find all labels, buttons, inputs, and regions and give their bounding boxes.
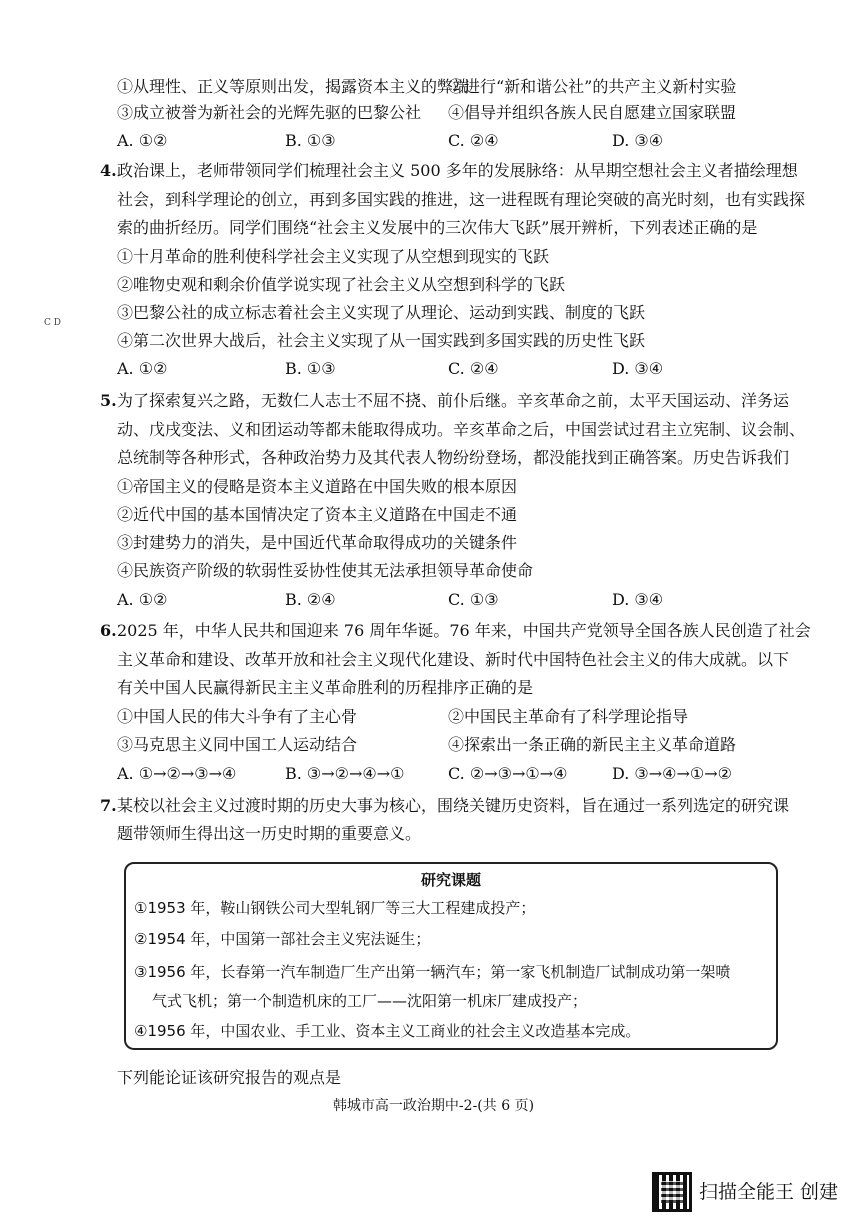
research-topic-1: ①1953 年，鞍山钢铁公司大型轧钢厂等三大工程建成投产；: [134, 899, 536, 917]
q3-option-b: B. ①③: [285, 131, 336, 150]
q6-stem-line-1: 2025 年，中华人民共和国迎来 76 周年华诞。76 年来，中国共产党领导全国各族人民创造了社会: [117, 621, 811, 640]
q4-stem-line-1: 政治课上，老师带领同学们梳理社会主义 500 多年的发展脉络：从早期空想社会主义者描绘理想: [117, 161, 798, 180]
q3-statement-3: ③成立被誉为新社会的光辉先驱的巴黎公社: [117, 103, 422, 122]
q4-statement-1: ①十月革命的胜利使科学社会主义实现了从空想到现实的飞跃: [117, 247, 550, 266]
q5-number: 5.: [100, 391, 117, 410]
q3-option-c: C. ②④: [448, 131, 499, 150]
page-footer: 韩城市高一政治期中-2-(共 6 页): [332, 1098, 535, 1114]
scanner-watermark: 扫描全能王 创建: [699, 1181, 839, 1203]
q5-statement-2: ②近代中国的基本国情决定了资本主义道路在中国走不通: [117, 505, 518, 524]
q7-stem-line-1: 某校以社会主义过渡时期的历史大事为核心，围绕关键历史资料，旨在通过一系列选定的研究课: [117, 796, 790, 815]
q5-option-a: A. ①②: [117, 590, 168, 609]
q5-statement-3: ③封建势力的消失，是中国近代革命取得成功的关键条件: [117, 533, 518, 552]
q7-question: 下列能论证该研究报告的观点是: [117, 1068, 342, 1087]
q3-option-a: A. ①②: [117, 131, 168, 150]
research-topic-3-cont: 气式飞机；第一个制造机床的工厂——沈阳第一机床厂建成投产；: [152, 992, 588, 1010]
q4-option-c: C. ②④: [448, 359, 499, 378]
q6-option-c: C. ②→③→①→④: [448, 764, 568, 783]
q5-stem-line-1: 为了探索复兴之路，无数仁人志士不屈不挠、前仆后继。辛亥革命之前，太平天国运动、洋务运: [117, 391, 790, 410]
q6-option-a: A. ①→②→③→④: [117, 764, 237, 783]
q6-statement-4: ④探索出一条正确的新民主主义革命道路: [448, 735, 737, 754]
q6-option-d: D. ③→④→①→②: [612, 764, 733, 783]
q6-stem-line-2: 主义革命和建设、改革开放和社会主义现代化建设、新时代中国特色社会主义的伟大成就。以下: [117, 650, 790, 669]
q4-stem-line-3: 索的曲折经历。同学们围绕“社会主义发展中的三次伟大飞跃”展开辨析，下列表述正确的是: [117, 218, 758, 237]
q4-option-d: D. ③④: [612, 359, 664, 378]
q7-stem-line-2: 题带领师生得出这一历史时期的重要意义。: [117, 824, 422, 843]
q6-statement-1: ①中国人民的伟大斗争有了主心骨: [117, 707, 358, 726]
q4-option-b: B. ①③: [285, 359, 336, 378]
q3-statement-4: ④倡导并组织各族人民自愿建立国家联盟: [448, 103, 737, 122]
q4-option-a: A. ①②: [117, 359, 168, 378]
q6-stem-line-3: 有关中国人民赢得新民主主义革命胜利的历程排序正确的是: [117, 678, 534, 697]
q5-statement-4: ④民族资产阶级的软弱性妥协性使其无法承担领导革命使命: [117, 561, 534, 580]
research-topic-4: ④1956 年，中国农业、手工业、资本主义工商业的社会主义改造基本完成。: [134, 1022, 641, 1040]
q7-number: 7.: [100, 796, 117, 815]
qr-code-icon: [652, 1172, 692, 1212]
q5-option-d: D. ③④: [612, 590, 664, 609]
q6-statement-2: ②中国民主革命有了科学理论指导: [448, 707, 689, 726]
q6-number: 6.: [100, 621, 117, 640]
q6-option-b: B. ③→②→④→①: [285, 764, 405, 783]
q3-statement-2: ②进行“新和谐公社”的共产主义新村实验: [448, 77, 737, 96]
q4-statement-3: ③巴黎公社的成立标志着社会主义实现了从理论、运动到实践、制度的飞跃: [117, 303, 646, 322]
q3-statement-1: ①从理性、正义等原则出发，揭露资本主义的弊端: [117, 77, 470, 96]
q4-statement-4: ④第二次世界大战后，社会主义实现了从一国实践到多国实践的历史性飞跃: [117, 331, 646, 350]
research-topic-3: ③1956 年，长春第一汽车制造厂生产出第一辆汽车；第一家飞机制造厂试制成功第一架喷: [134, 963, 731, 981]
q3-option-d: D. ③④: [612, 131, 664, 150]
q4-number: 4.: [100, 161, 117, 180]
q6-statement-3: ③马克思主义同中国工人运动结合: [117, 735, 358, 754]
q5-stem-line-3: 总统制等各种形式，各种政治势力及其代表人物纷纷登场，都没能找到正确答案。历史告诉我们: [117, 448, 790, 467]
research-topic-2: ②1954 年，中国第一部社会主义宪法诞生；: [134, 930, 431, 948]
q5-option-c: C. ①③: [448, 590, 499, 609]
q5-stem-line-2: 动、戊戌变法、义和团运动等都未能取得成功。辛亥革命之后，中国尝试过君主立宪制、议会制、: [117, 420, 806, 439]
q5-option-b: B. ②④: [285, 590, 336, 609]
q4-statement-2: ②唯物史观和剩余价值学说实现了社会主义从空想到科学的飞跃: [117, 275, 566, 294]
margin-mark: C D: [44, 318, 61, 328]
research-topics-title: 研究课题: [420, 871, 481, 889]
q5-statement-1: ①帝国主义的侵略是资本主义道路在中国失败的根本原因: [117, 477, 518, 496]
q4-stem-line-2: 社会，到科学理论的创立，再到多国实践的推进，这一进程既有理论突破的高光时刻，也有实践探: [117, 190, 806, 209]
